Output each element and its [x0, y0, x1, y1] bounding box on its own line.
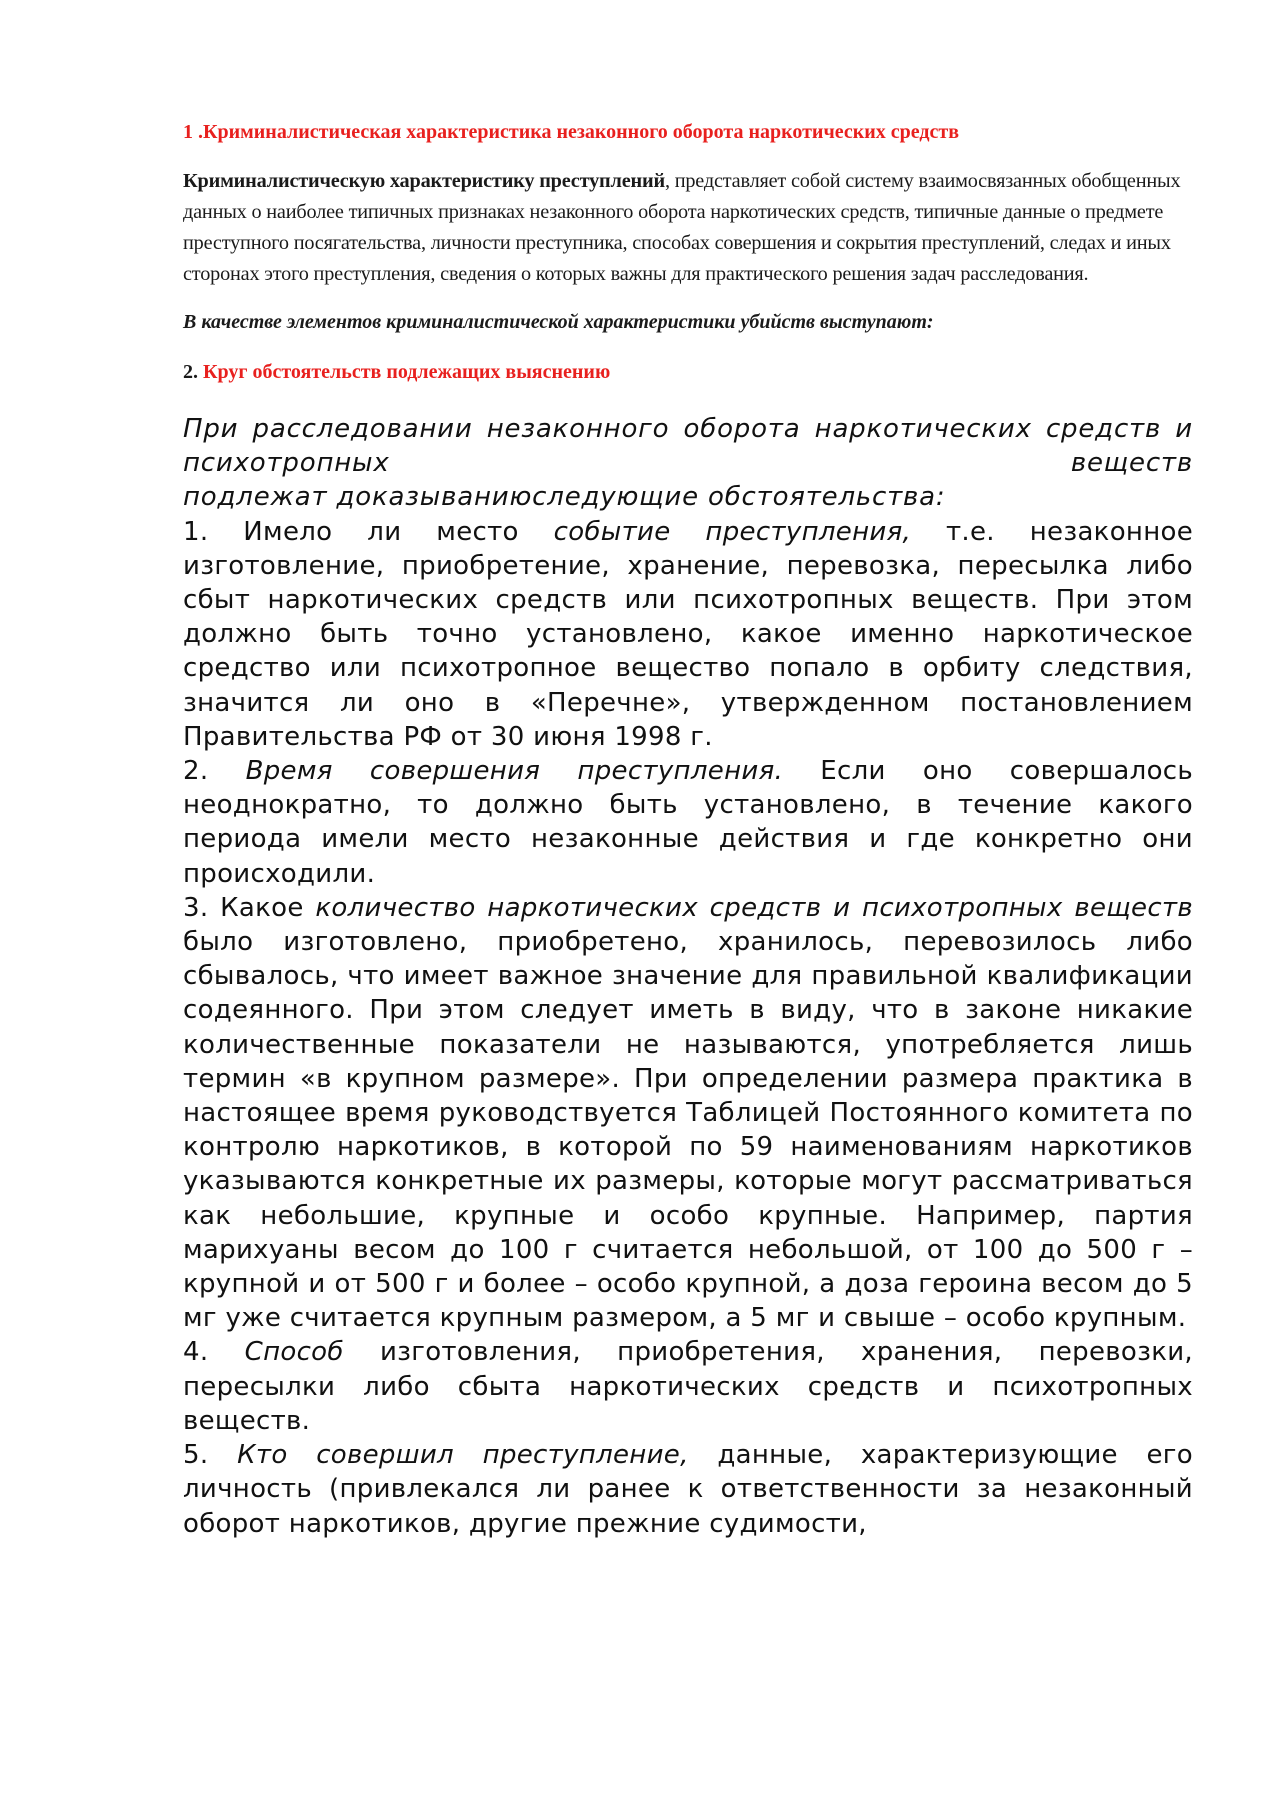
item-3-prefix: 3. Какое [183, 892, 316, 923]
list-item [183, 515, 1193, 754]
section-2-heading [183, 358, 1193, 386]
intro-text: , представляет собой систему взаимосвязанных обобщенных данных о наиболее типичных признаках незаконного оборота наркотических средств, типичные данные о предмете преступного посягательства, личности преступника, способах совершения и сокрытия преступлений, следах и иных сторонах этого преступления, сведения о которых важны для практического решения задач расследования. [183, 170, 1181, 285]
item-1-prefix: 1. Имело ли место [183, 516, 554, 547]
item-4-text: изготовления, приобретения, хранения, перевозки, пересылки либо сбыта наркотических средств и психотропных веществ. [183, 1337, 1193, 1436]
lead-line-1: При расследовании незаконного оборота наркотических средств и психотропных веществ [183, 414, 1193, 479]
list-item [183, 891, 1193, 1336]
section-1-title: Криминалистическая характеристика незаконного оборота наркотических средств [203, 121, 959, 143]
item-2-text: Если оно совершалось неоднократно, то должно быть установлено, в течение какого периода имели место незаконные действия и где конкретно они происходили. [183, 756, 1193, 889]
document-content [183, 118, 1193, 1541]
section-2-title: Круг обстоятельств подлежащих выяснению [198, 361, 611, 383]
item-1-text: т.е. незаконное изготовление, приобретение, хранение, перевозка, пересылка либо сбыт наркотических средств или психотропных веществ. При этом должно быть точно установлено, какое именно наркотическое средство или психотропное вещество попало в орбиту следствия, значится ли оно в «Перечне», утвержденном постановлением Правительства РФ от 30 июня 1998 г. [183, 516, 1193, 752]
item-3-italic: количество наркотических средств и психотропных веществ [315, 892, 1193, 923]
list-item [183, 754, 1193, 891]
intro-bold-term: Криминалистическую характеристику преступлений [183, 170, 665, 192]
item-2-italic: Время совершения преступления. [245, 756, 784, 787]
item-5-text: данные, характеризующие его личность (привлекался ли ранее к ответственности за незаконный оборот наркотиков, другие прежние судимости, [183, 1440, 1193, 1539]
section-1-heading [183, 118, 1193, 146]
section-1-number: 1 . [183, 121, 203, 143]
item-5-italic: Кто совершил преступление, [237, 1440, 689, 1471]
item-2-prefix: 2. [183, 756, 246, 787]
item-5-prefix: 5. [183, 1440, 238, 1471]
elements-line: В качестве элементов криминалистической характеристики убийств выступают: [183, 311, 934, 333]
lead-line-2: подлежат доказываниюследующие обстоятельства: [183, 482, 946, 513]
list-item [183, 1438, 1193, 1541]
section-2-number: 2. [183, 361, 198, 383]
item-4-italic: Способ [244, 1337, 344, 1368]
item-4-prefix: 4. [183, 1337, 245, 1368]
list-item [183, 1335, 1193, 1438]
item-3-text: было изготовлено, приобретено, хранилось, перевозилось либо сбывалось, что имеет важное значение для правильной квалификации содеянного. При этом следует иметь в виду, что в законе никакие количественные показатели не называются, употребляется лишь термин «в крупном размере». При определении размера практика в настоящее время руководствуется Таблицей Постоянного комитета по контролю наркотиков, в которой по 59 наименованиям наркотиков указываются конкретные их размеры, которые могут рассматриваться как небольшие, крупные и особо крупные. Например, партия марихуаны весом до 100 г считается небольшой, от 100 до 500 г – крупной и от 500 г и более – особо крупной, а доза героина весом до 5 мг уже считается крупным размером, а 5 мг и свыше – особо крупным. [183, 927, 1193, 1334]
intro-paragraph [183, 166, 1193, 290]
item-1-italic: событие преступления, [553, 516, 912, 547]
